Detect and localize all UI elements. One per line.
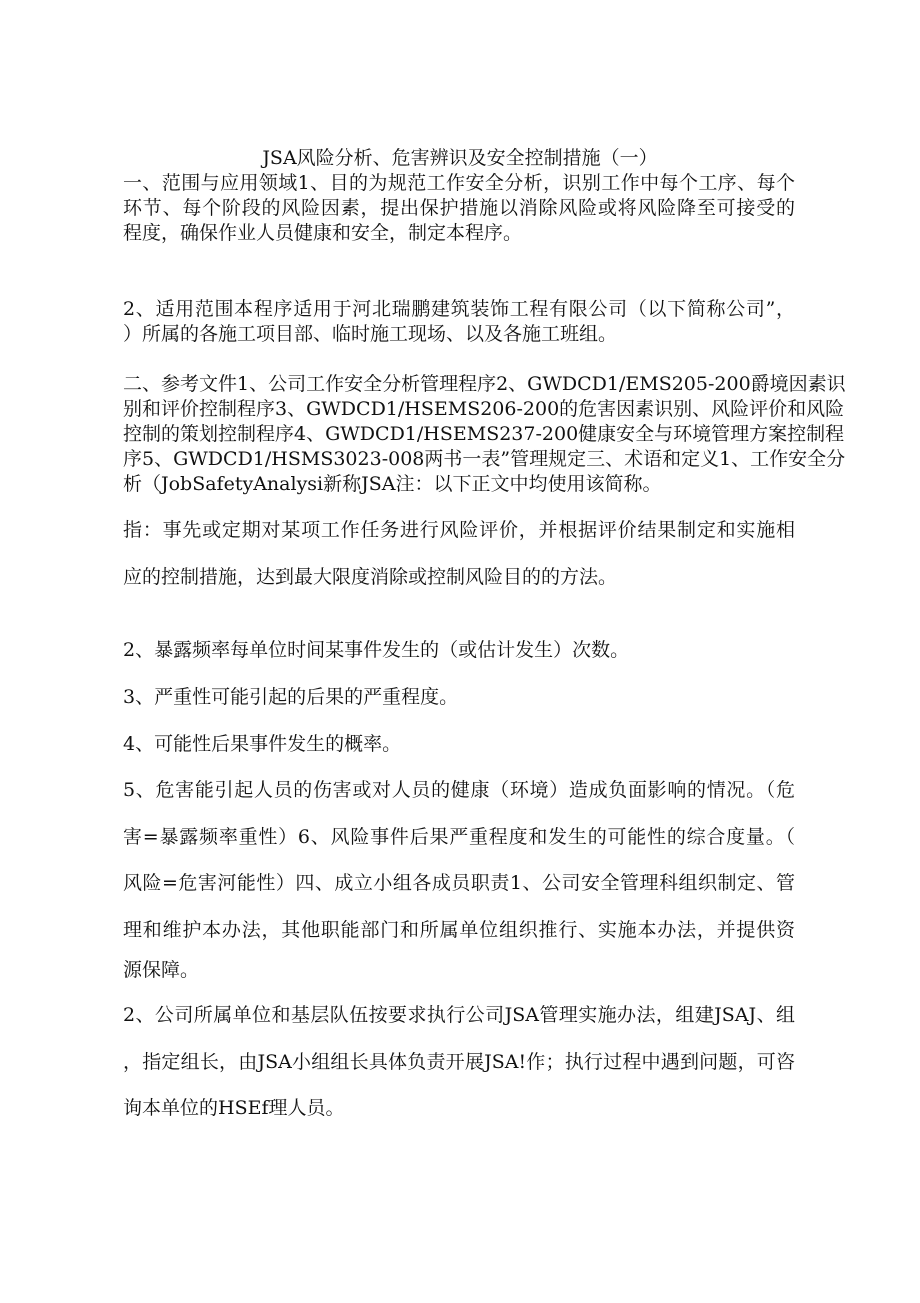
text-line: 别和评价控制程序3、GWDCD1/HSEMS206-200的危害因素识别、风险评价和风险 [123,398,845,420]
text-line: 指：事先或定期对某项工作任务进行风险评价，并根据评价结果制定和实施相 [123,519,795,541]
text-line: 环节、每个阶段的风险因素，提出保护措施以消除风险或将风险降至可接受的 [123,197,795,219]
text-line: 析（JobSafetyAnalysi新称JSA注：以下正文中均使用该简称。 [123,473,662,495]
text-line: 二、参考文件1、公司工作安全分析管理程序2、GWDCD1/EMS205-200爵境因素识 [123,373,846,395]
text-line: 2、公司所属单位和基层队伍按要求执行公司JSA管理实施办法，组建JSAJ、组 [123,1004,795,1026]
text-line: 2、暴露频率每单位时间某事件发生的（或估计发生）次数。 [123,639,630,661]
text-line: 序5、GWDCD1/HSMS3023-008两书一表”管理规定三、术语和定义1、工作安全分 [123,448,846,470]
text-line: 理和维护本办法，其他职能部门和所属单位组织推行、实施本办法，并提供资 [123,919,795,941]
text-line: 应的控制措施，达到最大限度消除或控制风险目的的方法。 [123,566,618,588]
text-line: 3、严重性可能引起的后果的严重程度。 [123,686,459,708]
text-line: 风险=危害河能性）四、成立小组各成员职责1、公司安全管理科组织制定、管 [123,872,795,894]
text-line: 4、可能性后果事件发生的概率。 [123,733,402,755]
text-line: 控制的策划控制程序4、GWDCD1/HSEMS237-200健康安全与环境管理方案控制程 [123,423,845,445]
text-line: 2、适用范围本程序适用于河北瑞鹏建筑装饰工程有限公司（以下简称公司”， [123,298,795,320]
text-line: 程度，确保作业人员健康和安全，制定本程序。 [123,222,523,244]
document-title: JSA风险分析、危害辨识及安全控制措施（一） [262,147,658,169]
text-line: 5、危害能引起人员的伤害或对人员的健康（环境）造成负面影响的情况。（危 [123,779,795,801]
text-line: 源保障。 [123,959,200,981]
text-line: ，指定组长，由JSA小组组长具体负责开展JSA!作；执行过程中遇到问题，可咨 [123,1051,795,1073]
text-line: 一、范围与应用领域1、目的为规范工作安全分析，识别工作中每个工序、每个 [123,172,795,194]
text-line: 询本单位的HSEf理人员。 [123,1097,345,1119]
text-line: 害=暴露频率重性）6、风险事件后果严重程度和发生的可能性的综合度量。（ [123,826,795,848]
text-line: ）所属的各施工项目部、临时施工现场、以及各施工班组。 [123,323,618,345]
